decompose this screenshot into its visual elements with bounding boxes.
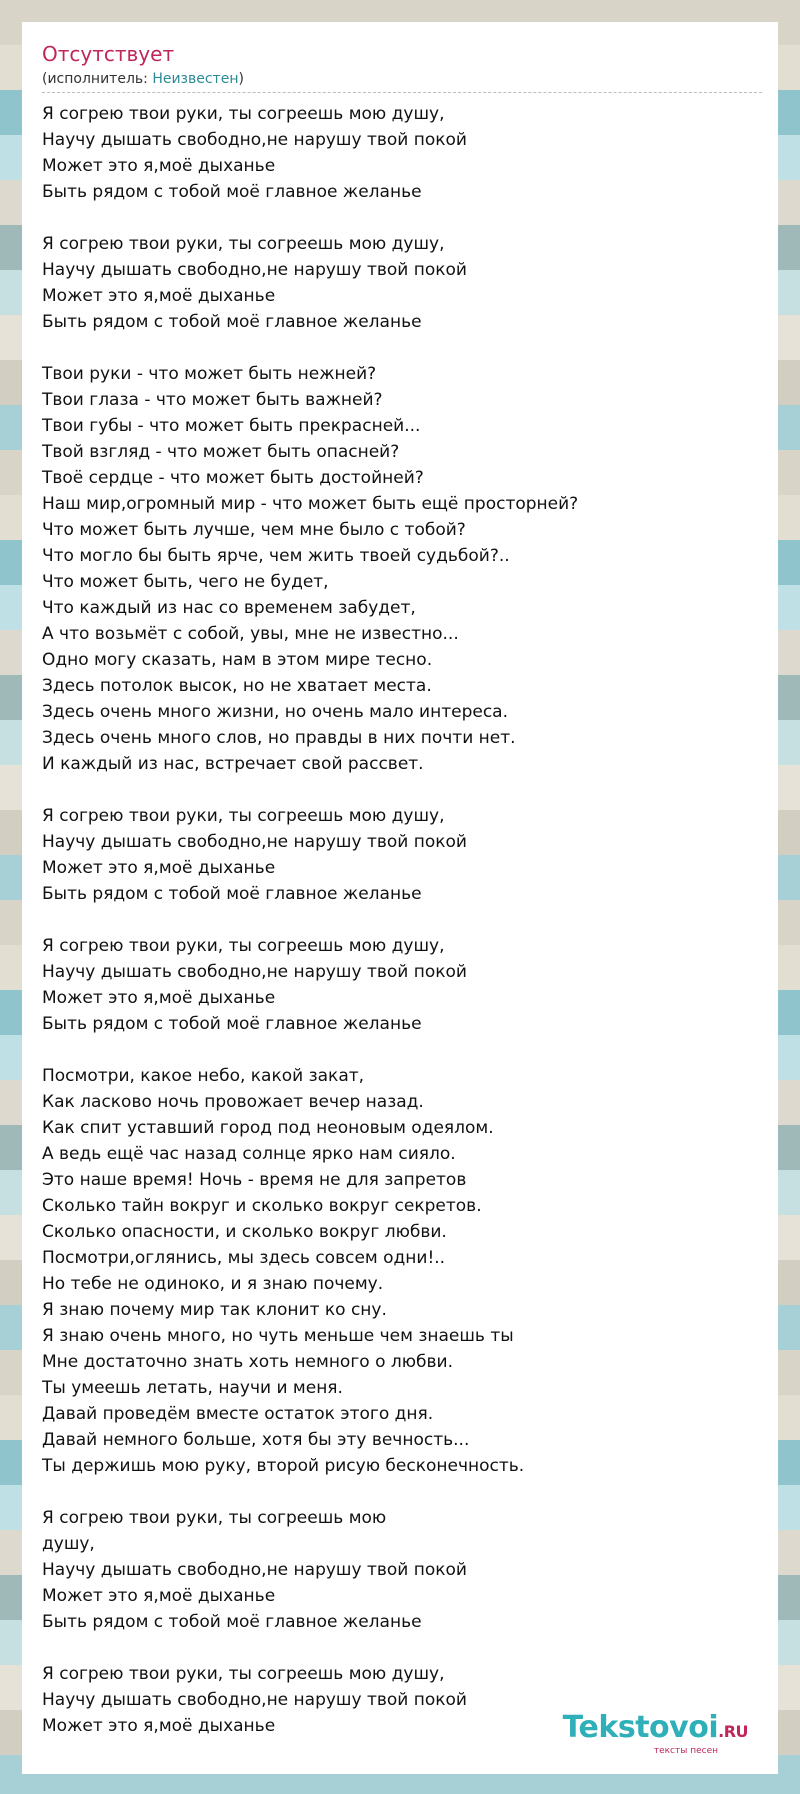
lyrics-stanza (42, 361, 758, 777)
lyric-line: Одно могу сказать, нам в этом мире тесно. (42, 650, 433, 670)
meta-prefix: (исполнитель: (42, 71, 153, 87)
lyric-line: Научу дышать свободно,не нарушу твой покой (42, 1560, 467, 1580)
lyric-line: Научу дышать свободно,не нарушу твой покой (42, 1690, 467, 1710)
lyric-line: Что может быть лучше, чем мне было с тобой? (42, 520, 466, 540)
lyric-line: Здесь очень много жизни, но очень мало интереса. (42, 702, 508, 722)
logo-name: Tekstovoi (562, 1710, 719, 1745)
lyric-line: Я согрею твои руки, ты согреешь мою душу, (42, 806, 445, 826)
lyrics-stanza (42, 933, 758, 1037)
lyric-line: Может это я,моё дыханье (42, 156, 276, 176)
lyric-line: Научу дышать свободно,не нарушу твой покой (42, 832, 467, 852)
lyric-line: А что возьмёт с собой, увы, мне не известно... (42, 624, 459, 644)
lyric-line: Посмотри,оглянись, мы здесь совсем одни!.. (42, 1248, 446, 1268)
lyric-line: Твои губы - что может быть прекрасней... (42, 416, 421, 436)
lyric-line: Мне достаточно знать хоть немного о любви. (42, 1352, 454, 1372)
lyric-line: Может это я,моё дыханье (42, 988, 276, 1008)
lyric-line: Ты держишь мою руку, второй рисую бесконечность. (42, 1456, 525, 1476)
lyric-line: Как ласково ночь провожает вечер назад. (42, 1092, 424, 1112)
logo-tagline: тексты песен (653, 1746, 718, 1756)
lyric-line: Я согрею твои руки, ты согреешь мою душу, (42, 234, 445, 254)
lyric-line: Как спит уставший город под неоновым одеялом. (42, 1118, 494, 1138)
artist-link[interactable]: Неизвестен (152, 71, 239, 87)
lyric-line: Я согрею твои руки, ты согреешь мою душу, (42, 936, 445, 956)
lyric-line: Что могло бы быть ярче, чем жить твоей судьбой?.. (42, 546, 510, 566)
lyric-line: Научу дышать свободно,не нарушу твой покой (42, 130, 467, 150)
lyric-line: Давай немного больше, хотя бы эту вечность... (42, 1430, 470, 1450)
meta-suffix: ) (238, 71, 244, 87)
lyrics-stanza (42, 1063, 758, 1479)
lyric-line: Я согрею твои руки, ты согреешь мою (42, 1508, 387, 1528)
lyric-line: Что каждый из нас со временем забудет, (42, 598, 416, 618)
lyric-line: Научу дышать свободно,не нарушу твой покой (42, 260, 467, 280)
lyric-line: Я согрею твои руки, ты согреешь мою душу, (42, 1664, 445, 1684)
lyric-line: Ты умеешь летать, научи и меня. (42, 1378, 343, 1398)
lyrics-card (22, 22, 778, 1774)
lyric-line: Но тебе не одиноко, и я знаю почему. (42, 1274, 384, 1294)
lyric-line: Быть рядом с тобой моё главное желанье (42, 1014, 422, 1034)
lyric-line: Может это я,моё дыханье (42, 1586, 276, 1606)
lyric-line: Это наше время! Ночь - время не для запретов (42, 1170, 467, 1190)
lyric-line: Твои глаза - что может быть важней? (42, 390, 383, 410)
lyric-line: Может это я,моё дыханье (42, 286, 276, 306)
lyrics-stanza (42, 803, 758, 907)
lyric-line: Здесь очень много слов, но правды в них почти нет. (42, 728, 516, 748)
lyric-line: душу, (42, 1534, 95, 1554)
lyric-line: А ведь ещё час назад солнце ярко нам сияло. (42, 1144, 456, 1164)
lyric-line: Посмотри, какое небо, какой закат, (42, 1066, 365, 1086)
logo-wordmark (563, 1712, 748, 1748)
logo-tld: .RU (718, 1722, 748, 1741)
lyric-line: Твоё сердце - что может быть достойней? (42, 468, 424, 488)
lyric-line: Что может быть, чего не будет, (42, 572, 329, 592)
lyric-line: Быть рядом с тобой моё главное желанье (42, 312, 422, 332)
lyric-line: Научу дышать свободно,не нарушу твой покой (42, 962, 467, 982)
lyric-line: Твой взгляд - что может быть опасней? (42, 442, 400, 462)
lyric-line: Может это я,моё дыханье (42, 858, 276, 878)
lyrics-stanza (42, 231, 758, 335)
lyric-line: Я знаю почему мир так клонит ко сну. (42, 1300, 387, 1320)
lyric-line: Сколько опасности, и сколько вокруг любви. (42, 1222, 447, 1242)
lyric-line: Быть рядом с тобой моё главное желанье (42, 182, 422, 202)
lyric-line: Быть рядом с тобой моё главное желанье (42, 1612, 422, 1632)
lyric-line: Здесь потолок высок, но не хватает места. (42, 676, 432, 696)
site-logo[interactable] (563, 1712, 748, 1756)
song-title: Отсутствует (42, 42, 175, 66)
lyric-line: Быть рядом с тобой моё главное желанье (42, 884, 422, 904)
song-meta (42, 70, 758, 88)
lyric-line: Я знаю очень много, но чуть меньше чем знаешь ты (42, 1326, 514, 1346)
lyric-line: Сколько тайн вокруг и сколько вокруг секретов. (42, 1196, 482, 1216)
lyric-line: Давай проведём вместе остаток этого дня. (42, 1404, 434, 1424)
title-divider (42, 92, 762, 93)
lyric-line: И каждый из нас, встречает свой рассвет. (42, 754, 424, 774)
lyrics-text (42, 101, 758, 1739)
lyric-line: Я согрею твои руки, ты согреешь мою душу, (42, 104, 445, 124)
lyric-line: Может это я,моё дыханье (42, 1716, 276, 1736)
lyrics-stanza (42, 1505, 758, 1635)
lyrics-stanza (42, 101, 758, 205)
lyric-line: Твои руки - что может быть нежней? (42, 364, 377, 384)
lyric-line: Наш мир,огромный мир - что может быть ещё просторней? (42, 494, 579, 514)
